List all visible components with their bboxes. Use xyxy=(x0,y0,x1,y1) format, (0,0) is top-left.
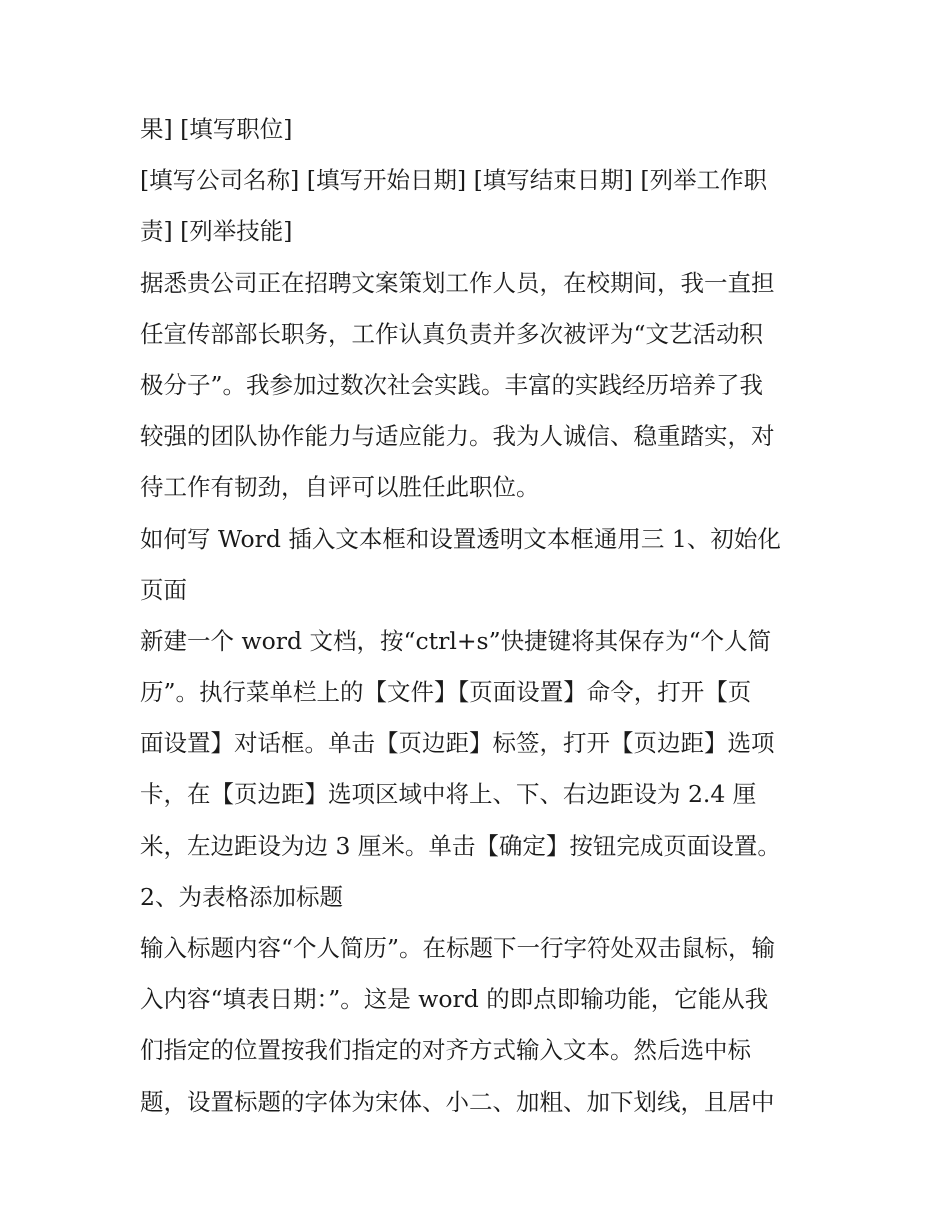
text-line: 果] [填写职位] xyxy=(140,115,293,143)
text-line: 较强的团队协作能力与适应能力。我为人诚信、稳重踏实，对 xyxy=(140,422,775,451)
text-line: 输入标题内容“个人简历”。在标题下一行字符处双击鼠标，输 xyxy=(140,934,776,962)
text-line: 卡，在【页边距】选项区域中将上、下、右边距设为 2.4 厘 xyxy=(140,780,757,809)
text-line: 2、为表格添加标题 xyxy=(140,882,343,911)
text-line: 责] [列举技能] xyxy=(140,217,293,246)
text-line: 据悉贵公司正在招聘文案策划工作人员，在校期间，我一直担 xyxy=(140,268,775,297)
text-line: 待工作有韧劲，自评可以胜任此职位。 xyxy=(140,473,540,502)
text-line: 新建一个 word 文档，按“ctrl+s”快捷键将其保存为“个人简 xyxy=(140,626,772,655)
text-line: 们指定的位置按我们指定的对齐方式输入文本。然后选中标 xyxy=(140,1036,751,1065)
text-line: 面设置】对话框。单击【页边距】标签，打开【页边距】选项 xyxy=(140,729,775,758)
text-line: 米，左边距设为边 3 厘米。单击【确定】按钮完成页面设置。 xyxy=(140,831,781,860)
text-line: 任宣传部部长职务，工作认真负责并多次被评为“文艺活动积 xyxy=(140,319,764,348)
text-line: 题，设置标题的字体为宋体、小二、加粗、加下划线，且居中 xyxy=(140,1087,775,1116)
text-line: 历”。执行菜单栏上的【文件】【页面设置】命令，打开【页 xyxy=(140,678,752,707)
text-line: [填写公司名称] [填写开始日期] [填写结束日期] [列举工作职 xyxy=(140,166,768,195)
text-line: 极分子”。我参加过数次社会实践。丰富的实践经历培养了我 xyxy=(140,370,764,399)
text-line: 如何写 Word 插入文本框和设置透明文本框通用三 1、初始化 xyxy=(140,524,781,553)
text-line: 入内容“填表日期：”。这是 word 的即点即输功能，它能从我 xyxy=(140,985,769,1014)
document-body xyxy=(140,104,820,1128)
text-line: 页面 xyxy=(140,575,187,604)
